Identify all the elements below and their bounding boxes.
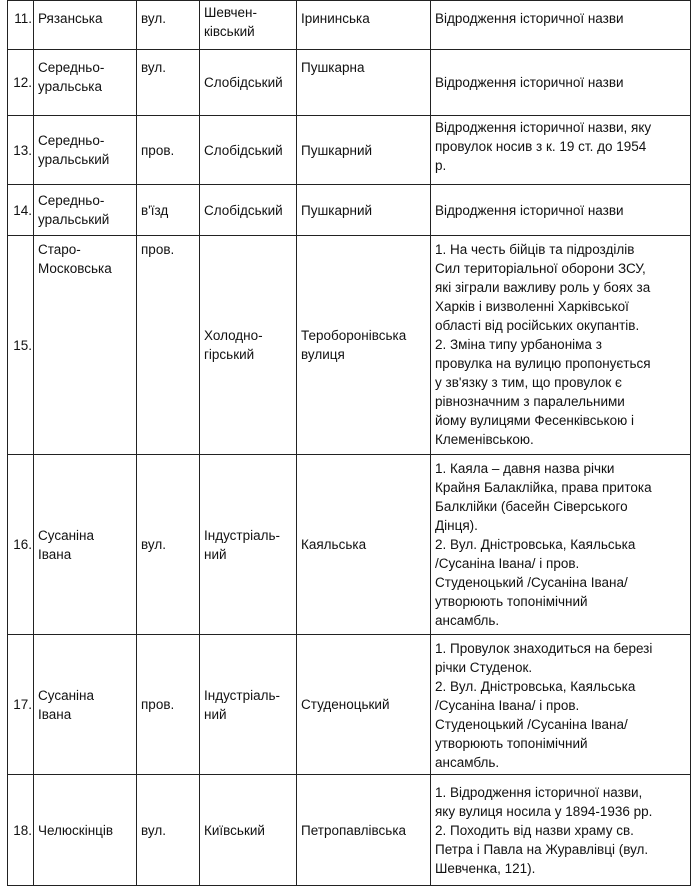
object-type: вул. [137, 1, 200, 50]
new-name: Студеноцький [297, 635, 431, 775]
district: Холодно- гірський [200, 236, 297, 455]
district: Слобідський [200, 50, 297, 116]
row-number: 17. [8, 635, 34, 775]
object-type: пров. [137, 635, 200, 775]
table-row [8, 50, 691, 116]
rename-reason: 1. На честь бійців та підрозділів Сил територіальної оборони ЗСУ, які зіграли важливу роль у боях за Харків і визволенні Харківської області від російських окупантів. 2. Зміна типу урбаноніма з провулка на вулицю пропонується у зв'язку з тим, що провулок є рівнозначним з паралельними йому вулицями Фесенківською і Клеменівською. [431, 236, 691, 455]
object-type: вул. [137, 775, 200, 886]
old-name: Сусаніна Івана [34, 455, 137, 635]
rename-reason: 1. Відродження історичної назви, яку вулиця носила у 1894-1936 рр. 2. Походить від назви храму св. Петра і Павла на Журавлівці (вул. Шевченка, 121). [431, 775, 691, 886]
row-number: 18. [8, 775, 34, 886]
district: Шевчен- ківський [200, 1, 297, 50]
object-type: в'їзд [137, 185, 200, 236]
old-name: Рязанська [34, 1, 137, 50]
object-type: пров. [137, 236, 200, 455]
table-row [8, 116, 691, 185]
table-row [8, 635, 691, 775]
renaming-table [7, 0, 691, 886]
rename-reason: Відродження історичної назви, яку провулок носив з к. 19 ст. до 1954 р. [431, 116, 691, 185]
table-row [8, 236, 691, 455]
new-name: Петропавлівська [297, 775, 431, 886]
object-type: вул. [137, 50, 200, 116]
new-name: Пушкарний [297, 185, 431, 236]
rename-reason: Відродження історичної назви [431, 1, 691, 50]
old-name: Середньо- уральський [34, 116, 137, 185]
district: Київський [200, 775, 297, 886]
new-name: Пушкарна [297, 50, 431, 116]
new-name: Каяльська [297, 455, 431, 635]
row-number: 12. [8, 50, 34, 116]
district: Індустріаль- ний [200, 455, 297, 635]
new-name: Тероборонівська вулиця [297, 236, 431, 455]
new-name: Ірининська [297, 1, 431, 50]
old-name: Середньо- уральська [34, 50, 137, 116]
row-number: 14. [8, 185, 34, 236]
table-row [8, 455, 691, 635]
rename-reason: Відродження історичної назви [431, 50, 691, 116]
old-name: Челюскінців [34, 775, 137, 886]
district: Слобідський [200, 185, 297, 236]
row-number: 13. [8, 116, 34, 185]
row-number: 16. [8, 455, 34, 635]
rename-reason: 1. Каяла – давня назва річки Крайня Балаклійка, права притока Балклійки (басейн Сіверського Дінця). 2. Вул. Дністровська, Каяльська /Сусаніна Івана/ і пров. Студеноцький /Сусаніна Івана/ утворюють топонімічний ансамбль. [431, 455, 691, 635]
table-row [8, 1, 691, 50]
old-name: Середньо- уральський [34, 185, 137, 236]
district: Слобідський [200, 116, 297, 185]
district: Індустріаль- ний [200, 635, 297, 775]
table-row [8, 775, 691, 886]
new-name: Пушкарний [297, 116, 431, 185]
table-row [8, 185, 691, 236]
old-name: Старо- Московська [34, 236, 137, 455]
old-name: Сусаніна Івана [34, 635, 137, 775]
object-type: пров. [137, 116, 200, 185]
rename-reason: 1. Провулок знаходиться на березі річки Студенок. 2. Вул. Дністровська, Каяльська /Сусаніна Івана/ і пров. Студеноцький /Сусаніна Івана/ утворюють топонімічний ансамбль. [431, 635, 691, 775]
object-type: вул. [137, 455, 200, 635]
row-number: 15. [8, 236, 34, 455]
rename-reason: Відродження історичної назви [431, 185, 691, 236]
row-number: 11. [8, 1, 34, 50]
